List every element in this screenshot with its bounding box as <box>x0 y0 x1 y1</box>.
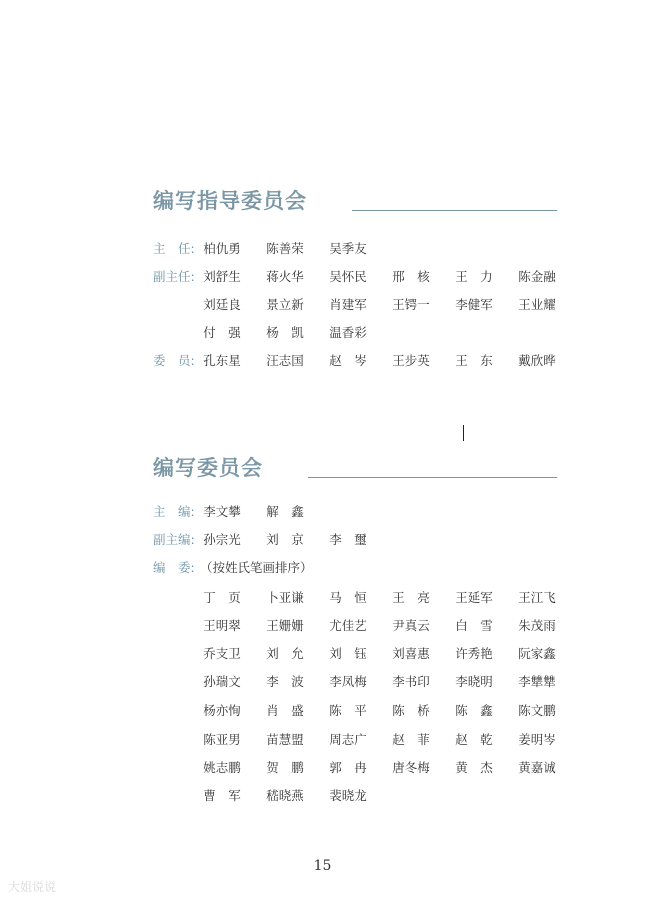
person-name: 蒋火华 <box>266 269 304 284</box>
deputy-director-label: 副主任: <box>153 269 195 284</box>
members-label: 委 员: <box>153 353 195 368</box>
person-name: 陈金融 <box>518 269 556 284</box>
person-name: 尤佳艺 <box>329 618 367 633</box>
person-name: 李犨犨 <box>518 674 556 689</box>
person-name: 刘舒生 <box>203 269 241 284</box>
person-name: 李健军 <box>455 297 493 312</box>
person-name: 吴怀民 <box>329 269 367 284</box>
person-name: 付 强 <box>203 325 241 340</box>
person-name: 赵 岑 <box>329 353 367 368</box>
person-name: 李 波 <box>266 674 304 689</box>
person-name: 唐冬梅 <box>392 760 430 775</box>
person-name: 陈善荣 <box>266 241 304 256</box>
person-name: 许秀艳 <box>455 646 493 661</box>
person-name: 卜亚谦 <box>266 590 304 605</box>
person-name: 肖建军 <box>329 297 367 312</box>
director-label: 主 任: <box>153 241 195 256</box>
person-name: 王 东 <box>455 353 493 368</box>
deputy-chief-editor-label: 副主编: <box>153 532 195 547</box>
person-name: 王锷一 <box>392 297 430 312</box>
person-name: 姜明岑 <box>518 732 556 747</box>
person-name: 嵇晓燕 <box>266 788 304 803</box>
chief-editor-label: 主 编: <box>153 504 195 519</box>
person-name: 邢 核 <box>392 269 430 284</box>
person-name: 刘 钰 <box>329 646 367 661</box>
person-name: 陈文鹏 <box>518 703 556 718</box>
person-name: 刘喜惠 <box>392 646 430 661</box>
editors-sort-note: （按姓氏笔画排序） <box>200 560 313 575</box>
person-name: 王步英 <box>392 353 430 368</box>
person-name: 王 亮 <box>392 590 430 605</box>
person-name: 吴季友 <box>329 241 367 256</box>
person-name: 李凤梅 <box>329 674 367 689</box>
person-name: 温香彩 <box>329 325 367 340</box>
person-name: 汪志国 <box>266 353 304 368</box>
person-name: 姚志鹏 <box>203 760 241 775</box>
person-name: 刘 允 <box>266 646 304 661</box>
person-name: 肖 盛 <box>266 703 304 718</box>
text-cursor <box>463 425 464 441</box>
person-name: 杨亦恂 <box>203 703 241 718</box>
person-name: 朱茂雨 <box>518 618 556 633</box>
editorial-title-rule <box>308 477 557 478</box>
person-name: 李晓明 <box>455 674 493 689</box>
person-name: 王 力 <box>455 269 493 284</box>
person-name: 孙宗光 <box>203 532 241 547</box>
person-name: 李书印 <box>392 674 430 689</box>
person-name: 陈 桥 <box>392 703 430 718</box>
person-name: 解 鑫 <box>266 504 304 519</box>
page-number: 15 <box>313 858 332 874</box>
person-name: 王姗姗 <box>266 618 304 633</box>
person-name: 李 璽 <box>329 532 367 547</box>
person-name: 刘 京 <box>266 532 304 547</box>
person-name: 阮家鑫 <box>518 646 556 661</box>
guidance-title-rule <box>352 210 557 211</box>
person-name: 柏仇勇 <box>203 241 241 256</box>
person-name: 陈 平 <box>329 703 367 718</box>
person-name: 黄 杰 <box>455 760 493 775</box>
guidance-committee-title: 编写指导委员会 <box>153 189 307 213</box>
person-name: 王延军 <box>455 590 493 605</box>
person-name: 黄嘉诚 <box>518 760 556 775</box>
person-name: 王明翠 <box>203 618 241 633</box>
person-name: 苗慧盟 <box>266 732 304 747</box>
person-name: 尹真云 <box>392 618 430 633</box>
person-name: 周志广 <box>329 732 367 747</box>
person-name: 戴欣晔 <box>518 353 556 368</box>
person-name: 陈 鑫 <box>455 703 493 718</box>
person-name: 孔东星 <box>203 353 241 368</box>
person-name: 王江飞 <box>518 590 556 605</box>
person-name: 丁 页 <box>203 590 241 605</box>
person-name: 白 雪 <box>455 618 493 633</box>
person-name: 乔支卫 <box>203 646 241 661</box>
person-name: 王业耀 <box>518 297 556 312</box>
person-name: 赵 乾 <box>455 732 493 747</box>
person-name: 陈亚男 <box>203 732 241 747</box>
person-name: 李文攀 <box>203 504 241 519</box>
person-name: 贺 鹏 <box>266 760 304 775</box>
person-name: 杨 凯 <box>266 325 304 340</box>
person-name: 曹 军 <box>203 788 241 803</box>
person-name: 景立新 <box>266 297 304 312</box>
person-name: 郭 冉 <box>329 760 367 775</box>
person-name: 刘廷良 <box>203 297 241 312</box>
editorial-committee-title: 编写委员会 <box>153 456 263 480</box>
person-name: 赵 菲 <box>392 732 430 747</box>
watermark: 大姐说说 <box>8 880 57 894</box>
person-name: 裴晓龙 <box>329 788 367 803</box>
person-name: 马 恒 <box>329 590 367 605</box>
person-name: 孙瑞文 <box>203 674 241 689</box>
editors-label: 编 委: <box>153 560 195 575</box>
